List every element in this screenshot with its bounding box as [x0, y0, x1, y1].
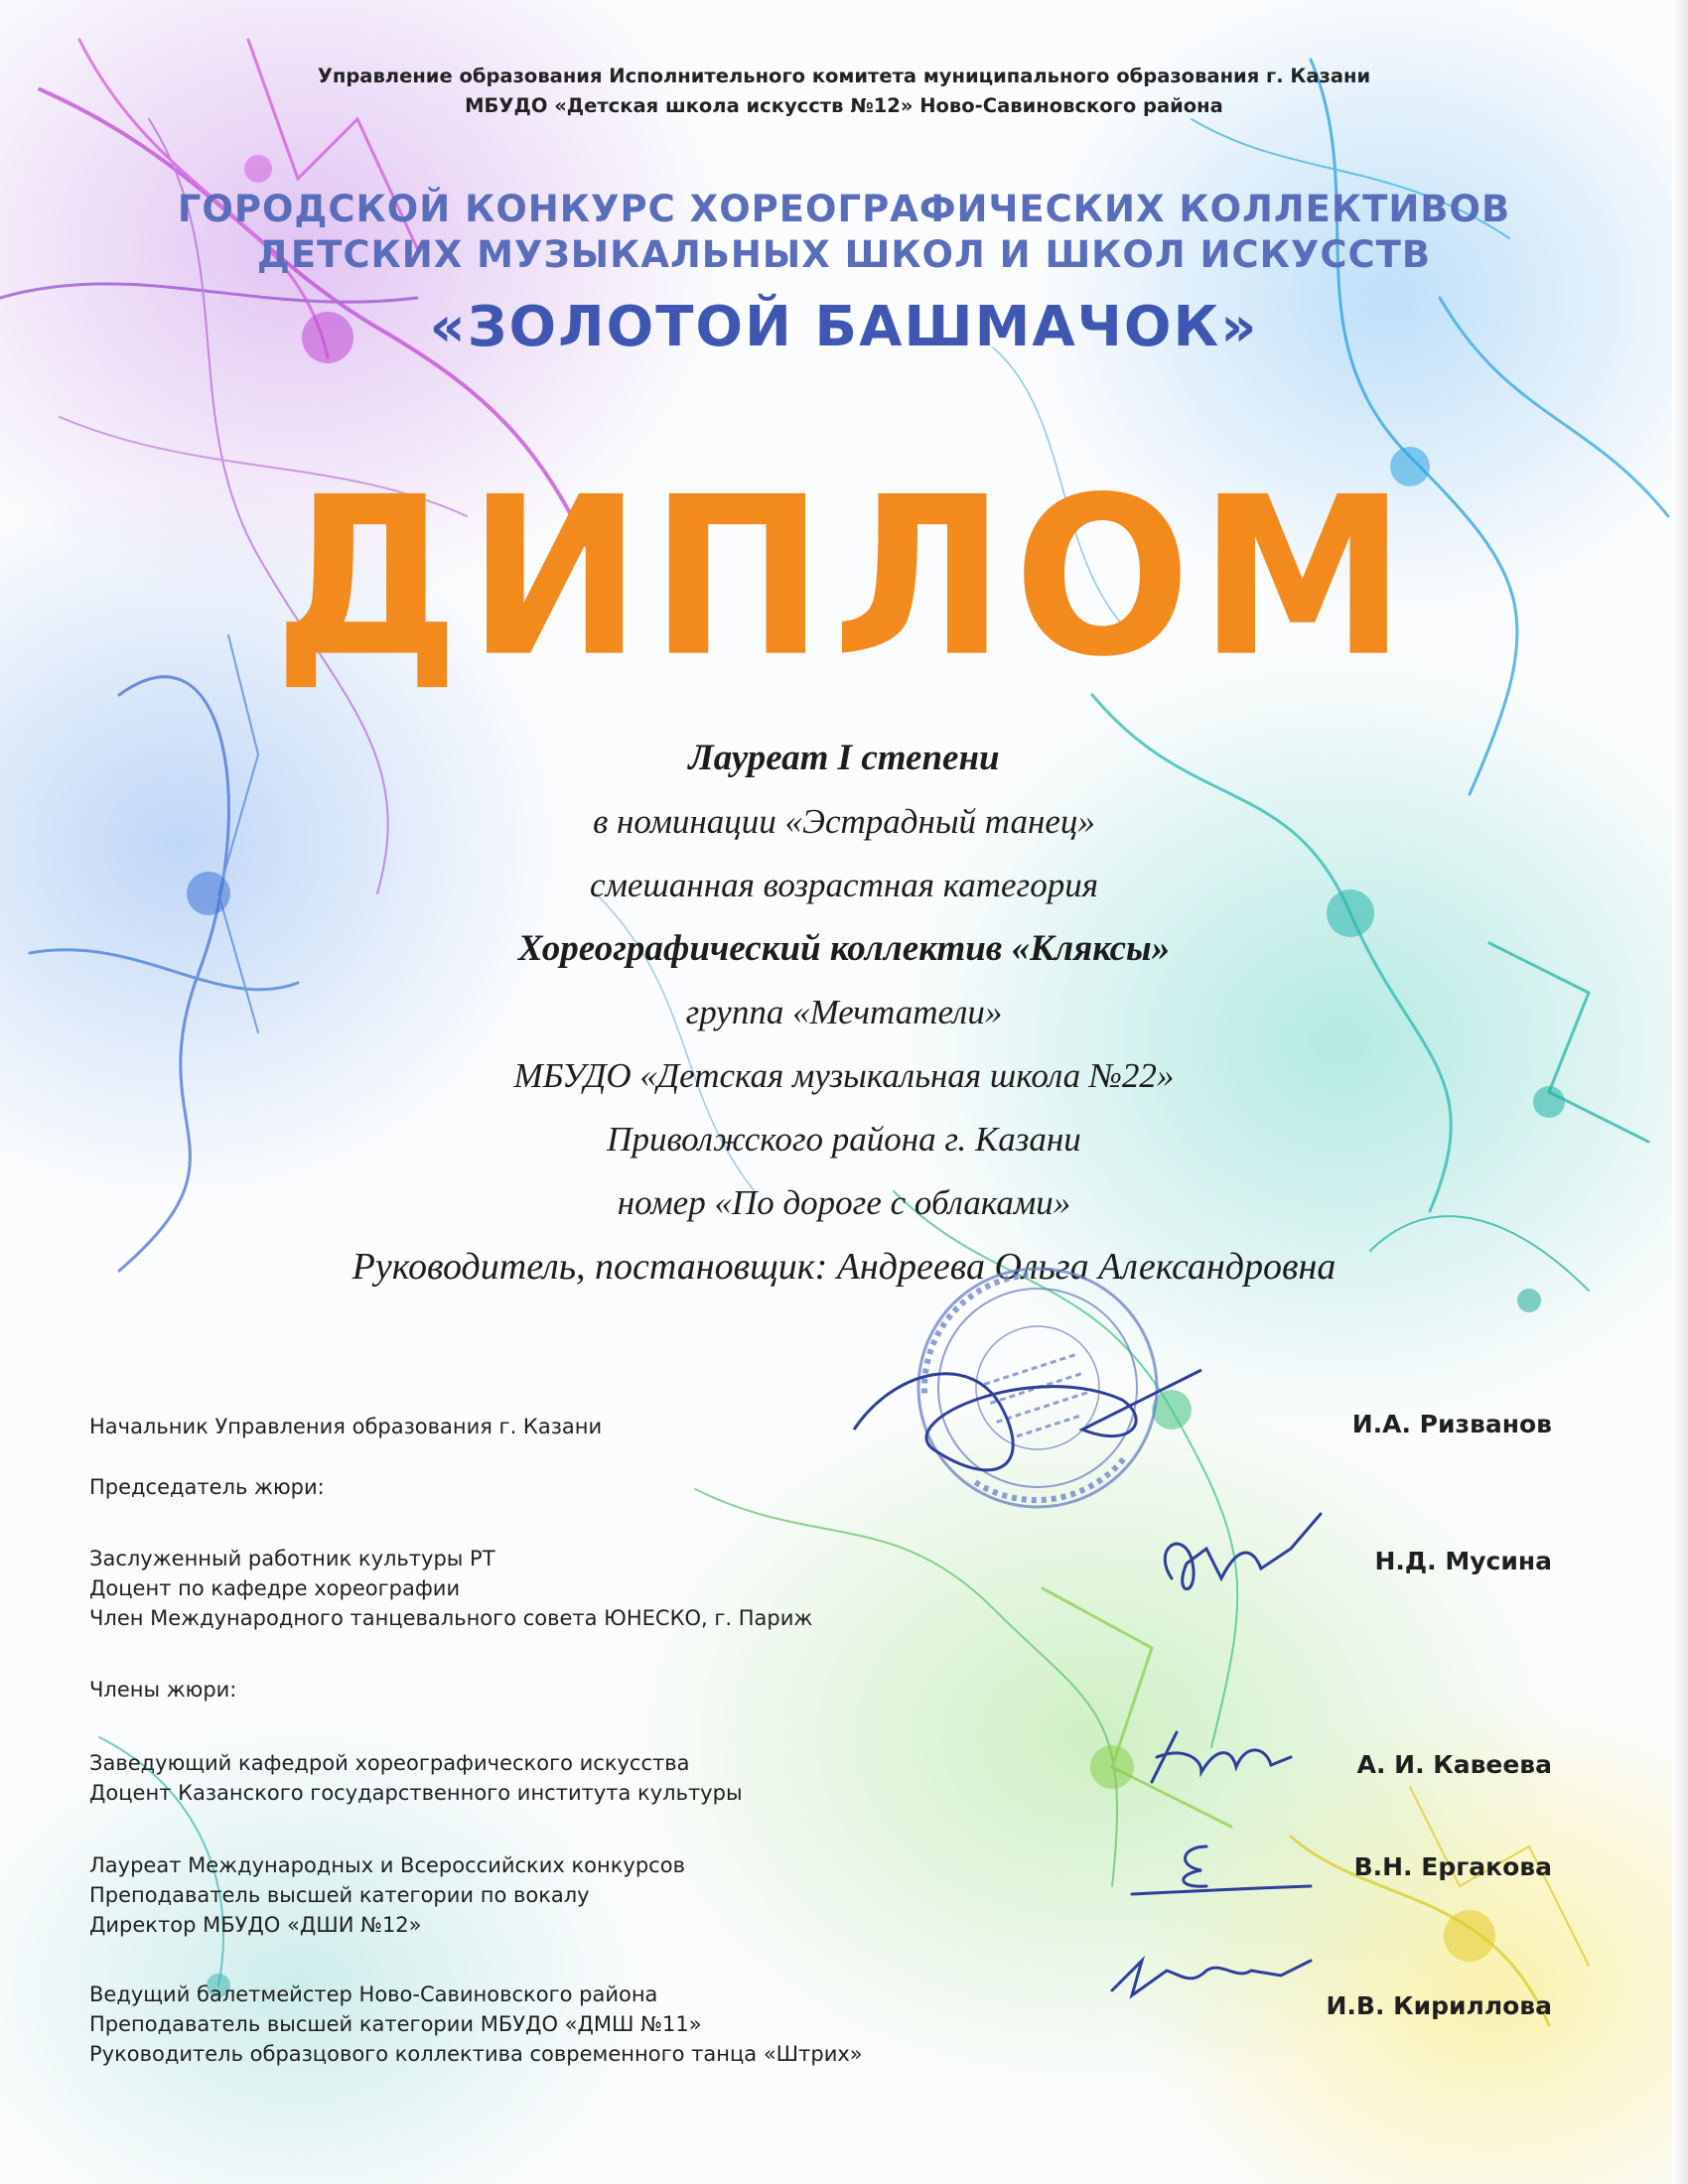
signature-kirillova	[1112, 1961, 1311, 1995]
header-line-1: Управление образования Исполнительного комитета муниципального образования г. Казани	[317, 65, 1371, 87]
chairman-line-2: Доцент по кафедре хореографии	[89, 1576, 461, 1600]
head-name: И.А. Ризванов	[1351, 1410, 1552, 1438]
chairman-credentials	[89, 1544, 812, 1633]
award-school: МБУДО «Детская музыкальная школа №22»	[513, 1056, 1175, 1095]
member-1-name: А. И. Кавеева	[1356, 1750, 1552, 1779]
contest-line-2: ДЕТСКИХ МУЗЫКАЛЬНЫХ ШКОЛ И ШКОЛ ИСКУССТВ	[256, 233, 1432, 276]
award-collective: Хореографический коллектив «Кляксы»	[517, 928, 1171, 969]
award-category: смешанная возрастная категория	[590, 866, 1098, 904]
member-1-line-1: Заведующий кафедрой хореографического искусства	[89, 1751, 690, 1775]
member-2-name: В.Н. Ергакова	[1353, 1852, 1552, 1881]
member-3-name: И.В. Кириллова	[1326, 1991, 1552, 2020]
award-number: номер «По дороге с облаками»	[617, 1183, 1071, 1222]
member-3-line-2: Преподаватель высшей категории МБУДО «ДМШ №11»	[89, 2012, 702, 2036]
award-group: группа «Мечтатели»	[685, 993, 1003, 1031]
header-line-2: МБУДО «Детская школа искусств №12» Ново-Савиновского района	[465, 94, 1223, 117]
award-degree: Лауреат I степени	[688, 738, 1000, 778]
member-3-line-3: Руководитель образцового коллектива современного танца «Штрих»	[89, 2042, 863, 2066]
signature-kaveeva	[1152, 1732, 1291, 1782]
member-2-line-1: Лауреат Международных и Всероссийских конкурсов	[89, 1853, 685, 1877]
contest-line-1: ГОРОДСКОЙ КОНКУРС ХОРЕОГРАФИЧЕСКИХ КОЛЛЕКТИВОВ	[177, 188, 1511, 230]
member-2-credentials	[89, 1850, 685, 1940]
award-nomination: в номинации «Эстрадный танец»	[593, 802, 1095, 841]
award-district: Приволжского района г. Казани	[607, 1120, 1081, 1159]
member-1-line-2: Доцент Казанского государственного института культуры	[89, 1781, 743, 1805]
contest-name: «ЗОЛОТОЙ БАШМАЧОК»	[429, 295, 1259, 359]
member-3-line-1: Ведущий балетмейстер Ново-Савиновского района	[89, 1982, 658, 2006]
diploma-title: ДИПЛОМ	[273, 449, 1415, 706]
signature-musina	[1165, 1514, 1321, 1589]
members-heading: Члены жюри:	[89, 1678, 237, 1702]
head-title: Начальник Управления образования г. Казани	[89, 1415, 603, 1438]
member-1-credentials	[89, 1748, 743, 1808]
chairman-name: Н.Д. Мусина	[1374, 1547, 1552, 1575]
signature-ergakova	[1132, 1846, 1311, 1894]
member-2-line-3: Директор МБУДО «ДШИ №12»	[89, 1913, 422, 1937]
chairman-heading: Председатель жюри:	[89, 1475, 325, 1499]
award-director: Руководитель, постановщик: Андреева Ольга Александровна	[352, 1246, 1336, 1288]
member-2-line-2: Преподаватель высшей категории по вокалу	[89, 1883, 590, 1907]
chairman-line-1: Заслуженный работник культуры РТ	[89, 1547, 495, 1570]
member-3-credentials	[89, 1979, 863, 2069]
chairman-line-3: Член Международного танцевального совета ЮНЕСКО, г. Париж	[89, 1606, 813, 1630]
